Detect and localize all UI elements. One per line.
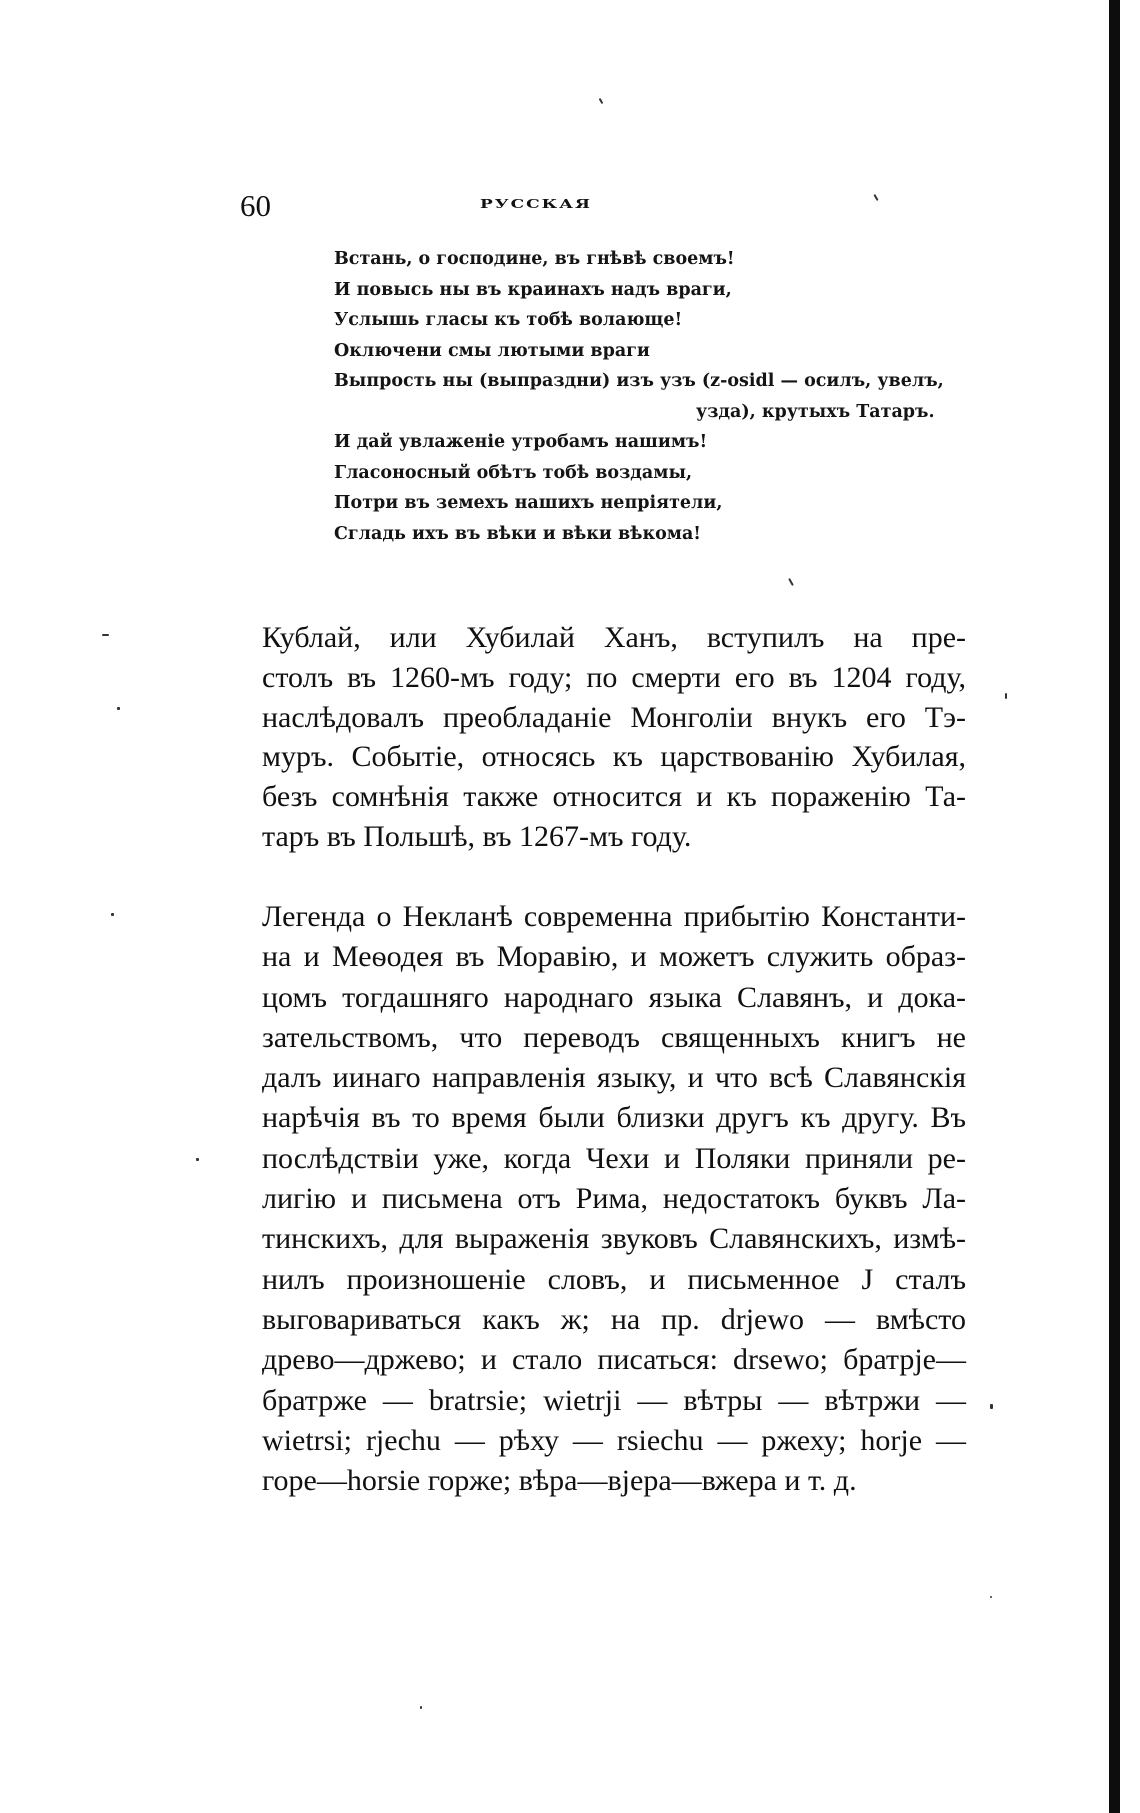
paragraph-line: наслѣдовалъ преобладаніе Монголіи внукъ его Тэ- bbox=[262, 700, 966, 734]
paragraph-line: wietrsi; rjechu — рѣху — rsiechu — ржеху; horje — bbox=[262, 1423, 966, 1457]
scan-speck bbox=[599, 98, 604, 104]
paragraph-line: Легенда о Некланѣ современна прибытію Константи- bbox=[262, 900, 966, 933]
paragraph-line: горе—horsie горже; вѣра—вјера—вжера и т. д. bbox=[262, 1464, 857, 1498]
scan-speck bbox=[420, 1706, 422, 1709]
verse-block bbox=[334, 244, 984, 549]
paragraph-line: тинскихъ, для выраженія звуковъ Славянскихъ, измѣ- bbox=[262, 1222, 966, 1256]
verse-line: Оключени смы лютыми враги bbox=[334, 340, 650, 361]
paragraph-line: зательствомъ, что переводъ священныхъ книгъ не bbox=[262, 1020, 966, 1054]
paragraph-line: безъ сомнѣнія также относится и къ пораженію Та- bbox=[262, 780, 966, 814]
verse-line: Потри въ земехъ нашихъ непріятели, bbox=[334, 493, 723, 513]
scan-speck bbox=[990, 1404, 993, 1409]
paragraph-line: выговариваться какъ ж; на пр. drjewo — вмѣсто bbox=[262, 1302, 966, 1336]
paragraph-line: Кублай, или Хубилай Ханъ, вступилъ на пре- bbox=[262, 621, 966, 654]
scan-speck bbox=[117, 707, 120, 710]
scan-speck bbox=[102, 634, 109, 636]
scan-speck bbox=[196, 1158, 199, 1161]
scan-speck bbox=[1005, 693, 1007, 699]
scan-speck bbox=[788, 578, 794, 586]
page-edge-shadow bbox=[1109, 0, 1120, 1813]
page-number: 60 bbox=[240, 188, 271, 223]
verse-line: Встань, о господине, въ гнѣвѣ своемъ! bbox=[334, 249, 735, 269]
paragraph-line: лигію и письмена отъ Рима, недостатокъ буквъ Ла- bbox=[262, 1182, 966, 1216]
verse-line-continuation: узда), крутыхъ Татаръ. bbox=[696, 401, 935, 422]
verse-line: Услышь гласы къ тобѣ волающе! bbox=[334, 310, 683, 330]
scan-speck bbox=[990, 1596, 992, 1598]
verse-line: И повысь ны въ краинахъ надъ враги, bbox=[334, 279, 732, 300]
paragraph-line: древо—држево; и стало писаться: drsewo; братрје— bbox=[262, 1343, 966, 1377]
verse-line: Выпрость ны (выпраздни) изъ узъ (z-osidl — осилъ, увелъ, bbox=[334, 371, 944, 391]
paragraph-kublai bbox=[262, 618, 966, 857]
paragraph-legend bbox=[262, 897, 966, 1501]
paragraph-line: нарѣчія въ то время были близки другъ къ другу. Въ bbox=[262, 1101, 966, 1135]
running-title: РУССКАЯ bbox=[480, 197, 592, 212]
paragraph-line: цомъ тогдашняго народнаго языка Славянъ, и дока- bbox=[262, 980, 966, 1014]
paragraph-line: далъ иинаго направленія языку, и что всѣ Славянскія bbox=[262, 1061, 966, 1095]
paragraph-line: столъ въ 1260-мъ году; по смерти его въ 1204 году, bbox=[262, 660, 966, 694]
paragraph-line: нилъ произношеніе словъ, и письменное J сталъ bbox=[262, 1262, 966, 1296]
verse-line: И дай увлаженіе утробамъ нашимъ! bbox=[334, 432, 708, 452]
verse-line: Гласоносный обѣтъ тобѣ воздамы, bbox=[334, 462, 693, 483]
paragraph-line: таръ въ Польшѣ, въ 1267-мъ году. bbox=[262, 819, 692, 853]
scan-speck bbox=[111, 913, 114, 916]
paragraph-line: послѣдствіи уже, когда Чехи и Поляки приняли ре- bbox=[262, 1141, 966, 1175]
verse-line: Сгладь ихъ въ вѣки и вѣки вѣкома! bbox=[334, 523, 701, 544]
paragraph-line: муръ. Событіе, относясь къ царствованію Хубилая, bbox=[262, 740, 966, 774]
paragraph-line: братрже — bratrsie; wietrji — вѣтры — вѣтржи — bbox=[262, 1383, 966, 1417]
paragraph-line: на и Меѳодея въ Моравію, и можетъ служить образ- bbox=[262, 940, 966, 974]
scan-speck bbox=[873, 194, 878, 201]
